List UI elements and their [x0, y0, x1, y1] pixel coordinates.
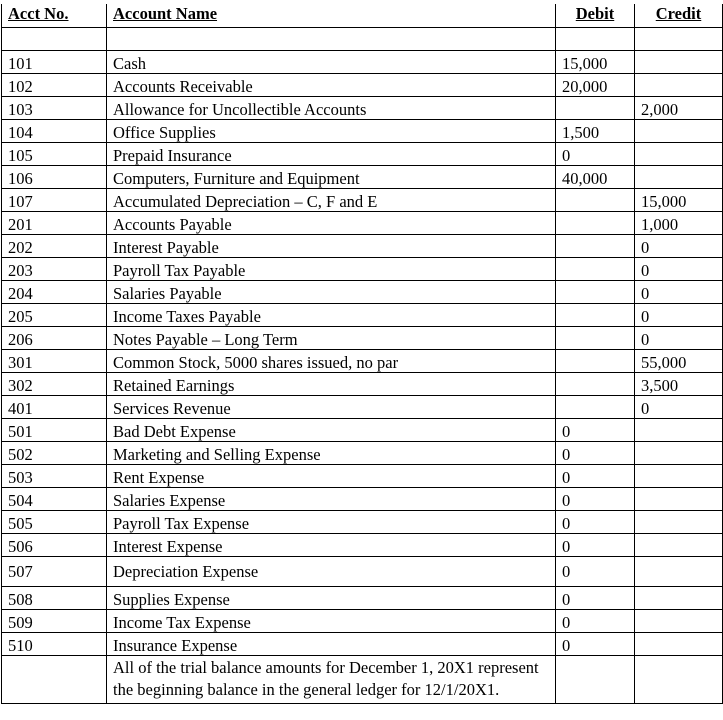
table-row — [2, 350, 723, 373]
cell-credit: 1,000 — [635, 212, 723, 235]
table-row — [2, 419, 723, 442]
table-row — [2, 633, 723, 656]
cell-no: 106 — [2, 166, 107, 189]
cell-no: 501 — [2, 419, 107, 442]
cell-debit: 0 — [556, 419, 635, 442]
table-row — [2, 327, 723, 350]
cell-debit: 0 — [556, 534, 635, 557]
cell-credit: 0 — [635, 258, 723, 281]
cell-no: 302 — [2, 373, 107, 396]
cell-debit — [556, 373, 635, 396]
cell-debit — [556, 281, 635, 304]
cell-no: 507 — [2, 557, 107, 587]
cell-credit: 0 — [635, 304, 723, 327]
note-row — [2, 656, 723, 704]
cell-credit — [635, 419, 723, 442]
cell-debit — [556, 189, 635, 212]
table-row — [2, 189, 723, 212]
header-acct-no: Acct No. — [2, 4, 107, 28]
cell-credit — [635, 587, 723, 610]
cell-credit — [635, 143, 723, 166]
cell-no: 504 — [2, 488, 107, 511]
cell-name: Notes Payable – Long Term — [107, 327, 556, 350]
cell-credit: 15,000 — [635, 189, 723, 212]
cell-credit — [635, 488, 723, 511]
header-row — [2, 4, 723, 28]
cell-name: Insurance Expense — [107, 633, 556, 656]
cell-debit: 1,500 — [556, 120, 635, 143]
cell-name: Rent Expense — [107, 465, 556, 488]
table-row — [2, 442, 723, 465]
cell-no: 104 — [2, 120, 107, 143]
cell-no: 502 — [2, 442, 107, 465]
table-row — [2, 465, 723, 488]
cell-debit: 20,000 — [556, 74, 635, 97]
cell-name: Salaries Expense — [107, 488, 556, 511]
cell-credit — [635, 442, 723, 465]
cell-name: Accounts Payable — [107, 212, 556, 235]
table-row — [2, 610, 723, 633]
cell-debit — [556, 212, 635, 235]
cell-no: 105 — [2, 143, 107, 166]
header-account-name: Account Name — [107, 4, 556, 28]
table-row — [2, 258, 723, 281]
cell-debit: 0 — [556, 557, 635, 587]
cell-credit — [635, 511, 723, 534]
table-row — [2, 557, 723, 587]
cell-no: 101 — [2, 51, 107, 74]
cell-no: 102 — [2, 74, 107, 97]
cell-name: Accounts Receivable — [107, 74, 556, 97]
table-row — [2, 74, 723, 97]
blank-row — [2, 28, 723, 51]
header-debit: Debit — [556, 4, 635, 28]
table-row — [2, 166, 723, 189]
cell-debit: 0 — [556, 442, 635, 465]
header-credit: Credit — [635, 4, 723, 28]
cell-credit — [635, 465, 723, 488]
cell-credit: 0 — [635, 235, 723, 258]
cell-name: Bad Debt Expense — [107, 419, 556, 442]
cell-name: Computers, Furniture and Equipment — [107, 166, 556, 189]
cell-credit: 0 — [635, 327, 723, 350]
cell-debit: 0 — [556, 465, 635, 488]
cell-no: 107 — [2, 189, 107, 212]
cell-name: Interest Payable — [107, 235, 556, 258]
trial-balance-table — [1, 4, 723, 704]
table-row — [2, 488, 723, 511]
cell-name: Interest Expense — [107, 534, 556, 557]
cell-name: Cash — [107, 51, 556, 74]
cell-name: Common Stock, 5000 shares issued, no par — [107, 350, 556, 373]
cell-no: 202 — [2, 235, 107, 258]
cell-credit: 0 — [635, 396, 723, 419]
cell-name: Salaries Payable — [107, 281, 556, 304]
table-row — [2, 511, 723, 534]
table-row — [2, 534, 723, 557]
table-row — [2, 396, 723, 419]
cell-credit: 0 — [635, 281, 723, 304]
cell-no: 510 — [2, 633, 107, 656]
cell-debit — [556, 396, 635, 419]
cell-no: 505 — [2, 511, 107, 534]
cell-credit: 2,000 — [635, 97, 723, 120]
cell-name: Office Supplies — [107, 120, 556, 143]
table-row — [2, 97, 723, 120]
cell-name: Services Revenue — [107, 396, 556, 419]
table-row — [2, 235, 723, 258]
cell-credit — [635, 166, 723, 189]
cell-no: 503 — [2, 465, 107, 488]
cell-no: 506 — [2, 534, 107, 557]
table-row — [2, 51, 723, 74]
cell-name: Supplies Expense — [107, 587, 556, 610]
cell-credit — [635, 120, 723, 143]
cell-debit: 0 — [556, 587, 635, 610]
cell-debit: 0 — [556, 143, 635, 166]
cell-credit — [635, 610, 723, 633]
cell-credit — [635, 557, 723, 587]
cell-debit: 0 — [556, 511, 635, 534]
cell-no: 301 — [2, 350, 107, 373]
table-row — [2, 281, 723, 304]
cell-name: Payroll Tax Expense — [107, 511, 556, 534]
cell-credit — [635, 74, 723, 97]
cell-debit: 0 — [556, 488, 635, 511]
table-row — [2, 304, 723, 327]
table-row — [2, 373, 723, 396]
cell-debit — [556, 97, 635, 120]
cell-debit: 40,000 — [556, 166, 635, 189]
table-row — [2, 212, 723, 235]
cell-no: 401 — [2, 396, 107, 419]
cell-credit — [635, 633, 723, 656]
cell-name: Allowance for Uncollectible Accounts — [107, 97, 556, 120]
cell-debit: 15,000 — [556, 51, 635, 74]
cell-no: 103 — [2, 97, 107, 120]
cell-debit: 0 — [556, 633, 635, 656]
cell-no: 204 — [2, 281, 107, 304]
cell-credit — [635, 534, 723, 557]
cell-debit: 0 — [556, 610, 635, 633]
table-row — [2, 587, 723, 610]
cell-credit: 3,500 — [635, 373, 723, 396]
table-row — [2, 143, 723, 166]
cell-debit — [556, 235, 635, 258]
cell-debit — [556, 327, 635, 350]
cell-no: 201 — [2, 212, 107, 235]
cell-name: Depreciation Expense — [107, 557, 556, 587]
cell-debit — [556, 350, 635, 373]
note-text: All of the trial balance amounts for December 1, 20X1 represent the beginning balance in the general ledger for 12/1/20X1. — [107, 656, 556, 704]
cell-name: Payroll Tax Payable — [107, 258, 556, 281]
cell-credit — [635, 51, 723, 74]
cell-no: 206 — [2, 327, 107, 350]
cell-credit: 55,000 — [635, 350, 723, 373]
cell-name: Accumulated Depreciation – C, F and E — [107, 189, 556, 212]
cell-no: 205 — [2, 304, 107, 327]
cell-name: Income Tax Expense — [107, 610, 556, 633]
cell-debit — [556, 304, 635, 327]
cell-no: 203 — [2, 258, 107, 281]
cell-no: 508 — [2, 587, 107, 610]
cell-name: Prepaid Insurance — [107, 143, 556, 166]
table-row — [2, 120, 723, 143]
cell-name: Retained Earnings — [107, 373, 556, 396]
cell-name: Marketing and Selling Expense — [107, 442, 556, 465]
cell-name: Income Taxes Payable — [107, 304, 556, 327]
cell-no: 509 — [2, 610, 107, 633]
cell-debit — [556, 258, 635, 281]
